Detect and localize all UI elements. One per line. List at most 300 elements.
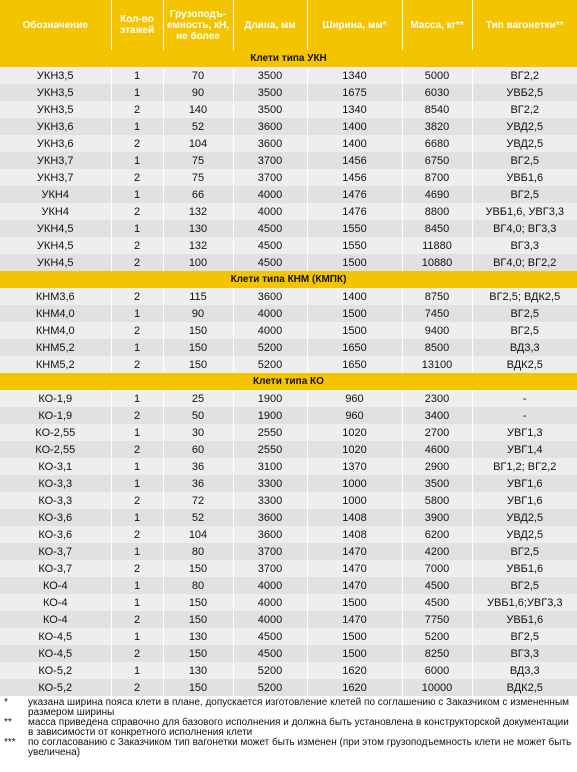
cell-width: 1400 <box>307 135 402 152</box>
cell-designation: УКН4 <box>0 203 111 220</box>
section-title: Клети типа КО <box>0 373 577 390</box>
cell-mass: 5000 <box>402 67 472 84</box>
cell-floors: 2 <box>111 288 163 305</box>
cell-width: 1408 <box>307 526 402 543</box>
cell-floors: 2 <box>111 679 163 696</box>
cell-width: 1340 <box>307 67 402 84</box>
table-row <box>0 288 577 305</box>
table-row <box>0 237 577 254</box>
cell-wagon-type: ВГ2,5 <box>472 152 577 169</box>
cell-capacity: 150 <box>163 645 233 662</box>
cell-designation: УКН4,5 <box>0 220 111 237</box>
cell-designation: КО-4,5 <box>0 645 111 662</box>
cell-floors: 1 <box>111 152 163 169</box>
cell-capacity: 150 <box>163 322 233 339</box>
cell-wagon-type: ВГ2,5; ВДК2,5 <box>472 288 577 305</box>
cell-length: 3100 <box>233 458 307 475</box>
cell-length: 3300 <box>233 475 307 492</box>
table-row <box>0 254 577 271</box>
cell-capacity: 150 <box>163 339 233 356</box>
cell-mass: 9400 <box>402 322 472 339</box>
cell-wagon-type: УВГ1,3 <box>472 424 577 441</box>
table-row <box>0 662 577 679</box>
cell-designation: КО-4 <box>0 577 111 594</box>
cell-width: 1675 <box>307 84 402 101</box>
footnote <box>4 738 573 758</box>
cell-designation: КНМ3,6 <box>0 288 111 305</box>
cell-designation: УКН3,6 <box>0 135 111 152</box>
table-row <box>0 526 577 543</box>
cell-floors: 1 <box>111 458 163 475</box>
cell-width: 1470 <box>307 611 402 628</box>
cell-length: 3300 <box>233 492 307 509</box>
cell-floors: 1 <box>111 475 163 492</box>
table-row <box>0 679 577 696</box>
table-row <box>0 101 577 118</box>
table-row <box>0 67 577 84</box>
cell-wagon-type: УВД2,5 <box>472 135 577 152</box>
table-row <box>0 543 577 560</box>
cell-designation: УКН3,6 <box>0 118 111 135</box>
cell-capacity: 36 <box>163 475 233 492</box>
cell-floors: 1 <box>111 628 163 645</box>
header-length: Длина, мм <box>233 0 307 50</box>
cell-floors: 1 <box>111 509 163 526</box>
cell-length: 4500 <box>233 628 307 645</box>
cell-designation: КО-5,2 <box>0 662 111 679</box>
cell-mass: 2700 <box>402 424 472 441</box>
cell-mass: 6000 <box>402 662 472 679</box>
table-row <box>0 322 577 339</box>
cell-length: 1900 <box>233 390 307 407</box>
cell-designation: КО-3,3 <box>0 492 111 509</box>
cell-wagon-type: ВГ1,2; ВГ2,2 <box>472 458 577 475</box>
table-row <box>0 220 577 237</box>
cell-designation: КО-4 <box>0 611 111 628</box>
cell-capacity: 36 <box>163 458 233 475</box>
cell-width: 1456 <box>307 169 402 186</box>
cell-designation: УКН3,5 <box>0 101 111 118</box>
cell-floors: 1 <box>111 84 163 101</box>
cell-width: 1500 <box>307 305 402 322</box>
cell-width: 1340 <box>307 101 402 118</box>
cell-width: 1476 <box>307 203 402 220</box>
cell-length: 4000 <box>233 305 307 322</box>
cell-capacity: 90 <box>163 84 233 101</box>
table-row <box>0 441 577 458</box>
cell-mass: 5800 <box>402 492 472 509</box>
cell-width: 1370 <box>307 458 402 475</box>
footnote-text: масса приведена справочно для базового исполнения и должна быть установлена в конструкторской документации в зависимости от конкретного исполнения клети <box>28 717 569 738</box>
cell-capacity: 70 <box>163 67 233 84</box>
cell-width: 1456 <box>307 152 402 169</box>
cell-designation: УКН4,5 <box>0 254 111 271</box>
cell-floors: 1 <box>111 424 163 441</box>
header-designation: Обозначение <box>0 0 111 50</box>
cell-floors: 2 <box>111 101 163 118</box>
cell-wagon-type: УВБ1,6, УВГ3,3 <box>472 203 577 220</box>
cell-mass: 3500 <box>402 475 472 492</box>
cell-mass: 6030 <box>402 84 472 101</box>
cell-wagon-type: УВБ2,5 <box>472 84 577 101</box>
cell-mass: 2300 <box>402 390 472 407</box>
cell-mass: 4600 <box>402 441 472 458</box>
cell-width: 1500 <box>307 628 402 645</box>
table-row <box>0 135 577 152</box>
table-row <box>0 475 577 492</box>
cell-capacity: 104 <box>163 526 233 543</box>
cell-capacity: 140 <box>163 101 233 118</box>
cell-wagon-type: УВД2,5 <box>472 509 577 526</box>
cell-mass: 2900 <box>402 458 472 475</box>
section-title: Клети типа КНМ (КМПК) <box>0 271 577 288</box>
table-row <box>0 628 577 645</box>
footnote <box>4 698 573 718</box>
table-row <box>0 152 577 169</box>
cell-length: 4500 <box>233 645 307 662</box>
cell-width: 1550 <box>307 237 402 254</box>
cell-mass: 4500 <box>402 577 472 594</box>
cell-length: 5200 <box>233 356 307 373</box>
cell-length: 3600 <box>233 288 307 305</box>
section-row <box>0 50 577 67</box>
cell-width: 1650 <box>307 339 402 356</box>
cell-wagon-type: ВГ2,2 <box>472 67 577 84</box>
table-row <box>0 169 577 186</box>
cell-mass: 11880 <box>402 237 472 254</box>
cell-length: 5200 <box>233 679 307 696</box>
cell-width: 1650 <box>307 356 402 373</box>
cell-wagon-type: УВД2,5 <box>472 526 577 543</box>
cell-designation: УКН4,5 <box>0 237 111 254</box>
table-row <box>0 560 577 577</box>
cell-capacity: 130 <box>163 662 233 679</box>
cell-width: 1476 <box>307 186 402 203</box>
cell-mass: 4200 <box>402 543 472 560</box>
cell-wagon-type: ВГ2,5 <box>472 322 577 339</box>
cell-length: 3500 <box>233 101 307 118</box>
cell-wagon-type: ВГ2,5 <box>472 543 577 560</box>
table-row <box>0 186 577 203</box>
cell-wagon-type: ВГ3,3 <box>472 645 577 662</box>
cell-wagon-type: УВГ1,6 <box>472 492 577 509</box>
cell-length: 3700 <box>233 543 307 560</box>
cell-capacity: 150 <box>163 356 233 373</box>
header-wagon-type: Тип вагонетки** <box>472 0 577 50</box>
cell-floors: 1 <box>111 390 163 407</box>
cell-floors: 1 <box>111 543 163 560</box>
table-row <box>0 356 577 373</box>
cell-capacity: 150 <box>163 679 233 696</box>
cell-width: 1620 <box>307 662 402 679</box>
cell-capacity: 132 <box>163 237 233 254</box>
cell-designation: УКН4 <box>0 186 111 203</box>
cell-width: 1500 <box>307 254 402 271</box>
cell-floors: 2 <box>111 492 163 509</box>
cell-wagon-type: УВБ1,6;УВГ3,3 <box>472 594 577 611</box>
cell-length: 3600 <box>233 135 307 152</box>
cell-mass: 8250 <box>402 645 472 662</box>
cell-width: 1020 <box>307 424 402 441</box>
cell-mass: 8750 <box>402 288 472 305</box>
cell-wagon-type: ВГ2,5 <box>472 577 577 594</box>
cell-length: 4000 <box>233 203 307 220</box>
footnote-text: указана ширина пояса клети в плане, допускается изготовление клетей по соглашению с Заказчиком с измененным размером ширины <box>28 697 570 718</box>
cell-wagon-type: ВГ2,5 <box>472 186 577 203</box>
cell-floors: 2 <box>111 356 163 373</box>
cell-wagon-type: ВД3,3 <box>472 662 577 679</box>
cell-capacity: 150 <box>163 560 233 577</box>
cell-capacity: 75 <box>163 152 233 169</box>
cell-floors: 1 <box>111 577 163 594</box>
cell-length: 4500 <box>233 220 307 237</box>
cell-floors: 1 <box>111 186 163 203</box>
cell-width: 1500 <box>307 594 402 611</box>
section-row <box>0 373 577 390</box>
cell-designation: УКН3,5 <box>0 67 111 84</box>
cell-floors: 1 <box>111 339 163 356</box>
cell-capacity: 150 <box>163 594 233 611</box>
cell-length: 4000 <box>233 186 307 203</box>
cell-designation: КО-3,7 <box>0 543 111 560</box>
section-title: Клети типа УКН <box>0 50 577 67</box>
cell-capacity: 25 <box>163 390 233 407</box>
cell-designation: КО-1,9 <box>0 390 111 407</box>
cell-wagon-type: УВБ1,6 <box>472 611 577 628</box>
cell-width: 1470 <box>307 560 402 577</box>
cell-length: 4500 <box>233 237 307 254</box>
cell-width: 1400 <box>307 118 402 135</box>
cell-floors: 1 <box>111 594 163 611</box>
cell-mass: 4500 <box>402 594 472 611</box>
cell-mass: 3400 <box>402 407 472 424</box>
cell-length: 3600 <box>233 118 307 135</box>
cell-floors: 2 <box>111 526 163 543</box>
footnotes <box>0 696 577 758</box>
cell-wagon-type: ВГ4,0; ВГ2,2 <box>472 254 577 271</box>
cell-floors: 2 <box>111 254 163 271</box>
cell-capacity: 60 <box>163 441 233 458</box>
cell-wagon-type: УВД2,5 <box>472 118 577 135</box>
cell-mass: 8540 <box>402 101 472 118</box>
cell-designation: КО-1,9 <box>0 407 111 424</box>
table-row <box>0 118 577 135</box>
cell-mass: 8700 <box>402 169 472 186</box>
footnote <box>4 718 573 738</box>
cell-width: 960 <box>307 390 402 407</box>
cell-floors: 2 <box>111 560 163 577</box>
cell-wagon-type: ВГ2,5 <box>472 628 577 645</box>
cell-length: 3600 <box>233 509 307 526</box>
table-row <box>0 458 577 475</box>
cell-width: 1500 <box>307 322 402 339</box>
table-row <box>0 203 577 220</box>
cell-mass: 10000 <box>402 679 472 696</box>
cell-designation: КО-2,55 <box>0 424 111 441</box>
cell-wagon-type: УВГ1,4 <box>472 441 577 458</box>
cell-floors: 1 <box>111 220 163 237</box>
table-row <box>0 390 577 407</box>
cell-capacity: 30 <box>163 424 233 441</box>
cell-width: 1470 <box>307 577 402 594</box>
cell-capacity: 50 <box>163 407 233 424</box>
cell-designation: КНМ4,0 <box>0 322 111 339</box>
cell-mass: 3820 <box>402 118 472 135</box>
cell-wagon-type: ВДК2,5 <box>472 679 577 696</box>
cell-capacity: 150 <box>163 611 233 628</box>
footnote-mark: *** <box>4 737 16 748</box>
cell-floors: 2 <box>111 645 163 662</box>
section-row <box>0 271 577 288</box>
cell-length: 4500 <box>233 254 307 271</box>
cell-designation: УКН3,7 <box>0 152 111 169</box>
cell-capacity: 72 <box>163 492 233 509</box>
cell-length: 1900 <box>233 407 307 424</box>
header-floors: Кол-во этажей <box>111 0 163 50</box>
cell-designation: УКН3,5 <box>0 84 111 101</box>
cell-mass: 4690 <box>402 186 472 203</box>
footnote-mark: ** <box>4 717 12 728</box>
cell-wagon-type: ВГ2,5 <box>472 305 577 322</box>
cell-capacity: 130 <box>163 628 233 645</box>
cell-designation: КО-3,6 <box>0 509 111 526</box>
cell-width: 1000 <box>307 492 402 509</box>
cell-length: 4000 <box>233 594 307 611</box>
cell-wagon-type: УВГ1,6 <box>472 475 577 492</box>
cell-width: 1620 <box>307 679 402 696</box>
cell-length: 4000 <box>233 322 307 339</box>
cell-floors: 2 <box>111 203 163 220</box>
cell-mass: 7750 <box>402 611 472 628</box>
cell-designation: КО-2,55 <box>0 441 111 458</box>
cell-mass: 5200 <box>402 628 472 645</box>
cell-designation: КО-3,7 <box>0 560 111 577</box>
table-row <box>0 611 577 628</box>
cell-designation: КНМ5,2 <box>0 339 111 356</box>
cell-designation: КО-5,2 <box>0 679 111 696</box>
cell-mass: 6200 <box>402 526 472 543</box>
cell-width: 1500 <box>307 645 402 662</box>
cell-designation: КО-4 <box>0 594 111 611</box>
header-capacity: Грузоподъ-емность, кН, не более <box>163 0 233 50</box>
cell-mass: 10880 <box>402 254 472 271</box>
cell-length: 2550 <box>233 424 307 441</box>
cell-wagon-type: - <box>472 390 577 407</box>
cell-wagon-type: ВГ2,2 <box>472 101 577 118</box>
cell-capacity: 132 <box>163 203 233 220</box>
cell-wagon-type: ВГ4,0; ВГ3,3 <box>472 220 577 237</box>
cell-floors: 2 <box>111 611 163 628</box>
cell-wagon-type: ВГ3,3 <box>472 237 577 254</box>
cell-designation: КНМ5,2 <box>0 356 111 373</box>
cell-floors: 1 <box>111 305 163 322</box>
cell-width: 1408 <box>307 509 402 526</box>
cell-mass: 13100 <box>402 356 472 373</box>
table-row <box>0 407 577 424</box>
cell-length: 5200 <box>233 339 307 356</box>
cell-width: 1550 <box>307 220 402 237</box>
header-mass: Масса, кг** <box>402 0 472 50</box>
table-body <box>0 50 577 696</box>
cell-length: 4000 <box>233 577 307 594</box>
cell-designation: КО-4,5 <box>0 628 111 645</box>
cell-designation: КО-3,1 <box>0 458 111 475</box>
table-row <box>0 424 577 441</box>
footnote-text: по согласованию с Заказчиком тип вагонетки может быть изменен (при этом грузоподъемность клети не может быть увеличена) <box>28 737 572 758</box>
cell-length: 3700 <box>233 560 307 577</box>
cell-mass: 8500 <box>402 339 472 356</box>
cell-floors: 2 <box>111 135 163 152</box>
cell-designation: КО-3,3 <box>0 475 111 492</box>
cell-capacity: 52 <box>163 509 233 526</box>
cell-capacity: 130 <box>163 220 233 237</box>
cell-wagon-type: ВД3,3 <box>472 339 577 356</box>
header-width: Ширина, мм* <box>307 0 402 50</box>
cell-mass: 8450 <box>402 220 472 237</box>
cell-wagon-type: УВБ1,6 <box>472 169 577 186</box>
cell-width: 1470 <box>307 543 402 560</box>
cell-floors: 2 <box>111 237 163 254</box>
cell-floors: 2 <box>111 322 163 339</box>
cell-mass: 8800 <box>402 203 472 220</box>
cell-wagon-type: УВБ1,6 <box>472 560 577 577</box>
cell-length: 3700 <box>233 169 307 186</box>
cell-width: 960 <box>307 407 402 424</box>
cell-length: 4000 <box>233 611 307 628</box>
cell-mass: 6680 <box>402 135 472 152</box>
cell-wagon-type: ВДК2,5 <box>472 356 577 373</box>
table-row <box>0 305 577 322</box>
cell-mass: 7450 <box>402 305 472 322</box>
table-row <box>0 645 577 662</box>
cell-capacity: 66 <box>163 186 233 203</box>
cell-capacity: 90 <box>163 305 233 322</box>
cell-floors: 1 <box>111 662 163 679</box>
cell-designation: КО-3,6 <box>0 526 111 543</box>
cell-length: 3500 <box>233 67 307 84</box>
cell-floors: 2 <box>111 407 163 424</box>
table-row <box>0 577 577 594</box>
cell-floors: 1 <box>111 118 163 135</box>
cell-designation: УКН3,7 <box>0 169 111 186</box>
cell-capacity: 75 <box>163 169 233 186</box>
table-row <box>0 339 577 356</box>
cell-capacity: 80 <box>163 577 233 594</box>
cell-floors: 2 <box>111 441 163 458</box>
cell-width: 1020 <box>307 441 402 458</box>
cell-length: 3700 <box>233 152 307 169</box>
cell-floors: 2 <box>111 169 163 186</box>
table-row <box>0 594 577 611</box>
table-row <box>0 492 577 509</box>
cell-capacity: 115 <box>163 288 233 305</box>
cell-length: 3500 <box>233 84 307 101</box>
footnote-mark: * <box>4 697 8 708</box>
cell-mass: 7000 <box>402 560 472 577</box>
header-row <box>0 0 577 50</box>
cell-wagon-type: - <box>472 407 577 424</box>
cell-length: 3600 <box>233 526 307 543</box>
cell-floors: 1 <box>111 67 163 84</box>
table-row <box>0 509 577 526</box>
cell-length: 2550 <box>233 441 307 458</box>
cell-capacity: 104 <box>163 135 233 152</box>
cell-length: 5200 <box>233 662 307 679</box>
table-row <box>0 84 577 101</box>
cell-width: 1000 <box>307 475 402 492</box>
cell-mass: 3900 <box>402 509 472 526</box>
cell-capacity: 100 <box>163 254 233 271</box>
